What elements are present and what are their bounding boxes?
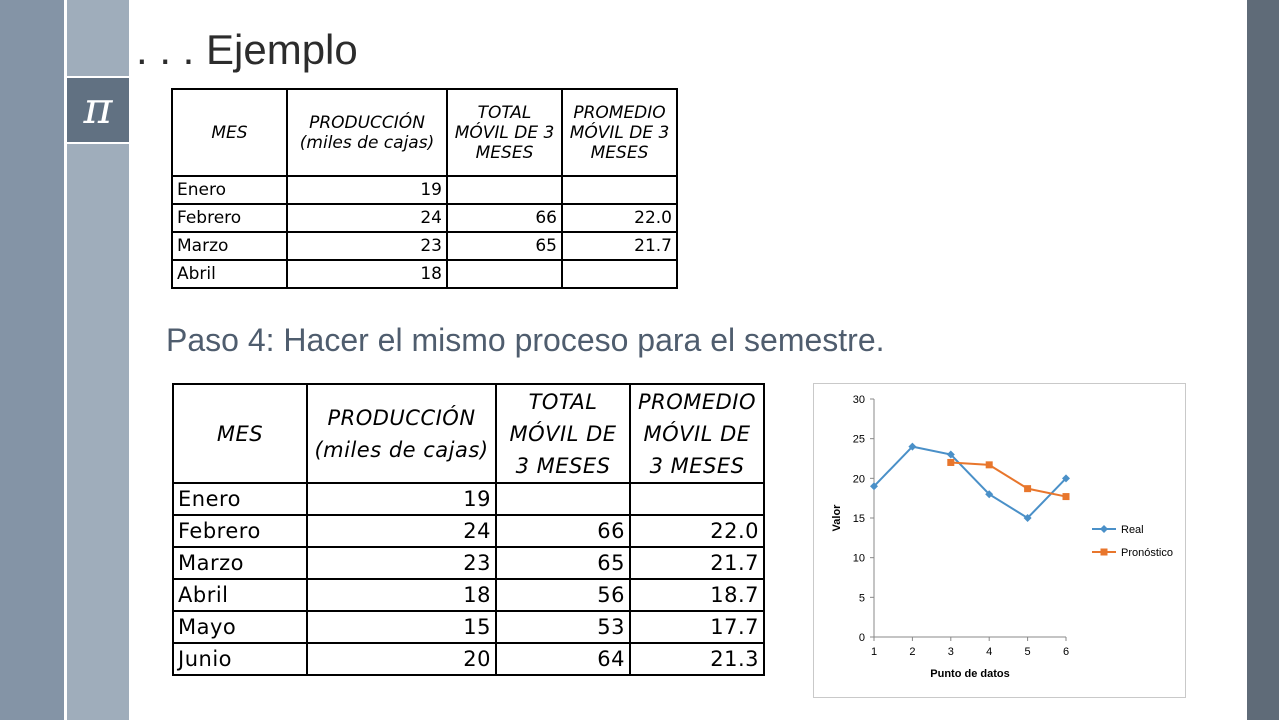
cell-produccion: 20 — [307, 643, 496, 675]
cell-produccion: 23 — [307, 547, 496, 579]
cell-total: 66 — [496, 515, 630, 547]
cell-produccion: 19 — [287, 176, 447, 204]
data-point — [1063, 493, 1070, 500]
header-mes: MES — [173, 384, 307, 483]
cell-produccion: 19 — [307, 483, 496, 515]
y-tick-label: 20 — [852, 473, 865, 486]
cell-total: 56 — [496, 579, 630, 611]
slide-title: . . . Ejemplo — [136, 26, 358, 73]
table-row — [172, 260, 677, 288]
data-point — [947, 459, 954, 466]
y-axis-title: Valor — [831, 504, 843, 532]
cell-produccion: 24 — [307, 515, 496, 547]
cell-promedio: 21.7 — [630, 547, 764, 579]
cell-promedio: 21.7 — [562, 232, 677, 260]
legend-label: Pronóstico — [1121, 547, 1173, 559]
header-promedio-movil: PROMEDIO MÓVIL DE 3 MESES — [630, 384, 764, 483]
header-produccion: PRODUCCIÓN (miles de cajas) — [307, 384, 496, 483]
cell-produccion: 23 — [287, 232, 447, 260]
y-tick-label: 25 — [852, 433, 865, 446]
cell-mes: Marzo — [172, 232, 287, 260]
y-tick-label: 0 — [858, 632, 865, 644]
y-tick-label: 5 — [858, 592, 865, 605]
legend-marker — [1101, 549, 1108, 556]
cell-mes: Junio — [173, 643, 307, 675]
cell-mes: Abril — [173, 579, 307, 611]
cell-total — [447, 260, 562, 288]
cell-promedio: 18.7 — [630, 579, 764, 611]
table-header-row — [172, 89, 677, 176]
x-tick-label: 5 — [1024, 646, 1031, 658]
cell-total: 53 — [496, 611, 630, 643]
cell-promedio — [630, 483, 764, 515]
header-total-movil: TOTAL MÓVIL DE 3 MESES — [496, 384, 630, 483]
table-header-row — [173, 384, 764, 483]
x-tick-label: 3 — [947, 646, 954, 658]
table-row — [173, 643, 764, 675]
legend-marker — [1100, 525, 1108, 533]
x-axis-title: Punto de datos — [930, 668, 1010, 680]
cell-produccion: 18 — [307, 579, 496, 611]
data-point — [986, 461, 993, 468]
y-tick-label: 30 — [852, 394, 865, 406]
cell-promedio: 17.7 — [630, 611, 764, 643]
cell-promedio: 22.0 — [562, 204, 677, 232]
cell-total: 65 — [447, 232, 562, 260]
cell-promedio — [562, 176, 677, 204]
moving-average-table-small — [171, 88, 678, 289]
right-decor-band — [1247, 0, 1279, 720]
pi-icon: π — [67, 76, 129, 144]
cell-mes: Mayo — [173, 611, 307, 643]
table-row — [173, 547, 764, 579]
cell-mes: Marzo — [173, 547, 307, 579]
cell-mes: Abril — [172, 260, 287, 288]
cell-promedio: 22.0 — [630, 515, 764, 547]
cell-produccion: 24 — [287, 204, 447, 232]
y-tick-label: 15 — [852, 513, 865, 525]
header-produccion: PRODUCCIÓN (miles de cajas) — [287, 89, 447, 176]
cell-mes: Febrero — [172, 204, 287, 232]
legend-label: Real — [1121, 524, 1144, 536]
x-tick-label: 1 — [870, 646, 878, 658]
cell-total — [496, 483, 630, 515]
x-tick-label: 2 — [909, 646, 916, 658]
series-line-pronostico — [951, 462, 1066, 496]
cell-mes: Enero — [172, 176, 287, 204]
step-subtitle: Paso 4: Hacer el mismo proceso para el semestre. — [166, 322, 885, 358]
cell-produccion: 18 — [287, 260, 447, 288]
cell-total: 64 — [496, 643, 630, 675]
x-tick-label: 4 — [986, 646, 993, 658]
line-chart — [813, 383, 1186, 698]
left-decor-band — [0, 0, 64, 720]
table-row — [172, 176, 677, 204]
chart-canvas — [814, 384, 1185, 697]
x-tick-label: 6 — [1062, 646, 1070, 658]
cell-total — [447, 176, 562, 204]
table-row — [172, 204, 677, 232]
series-line-real — [874, 447, 1066, 518]
cell-promedio: 21.3 — [630, 643, 764, 675]
table-row — [173, 579, 764, 611]
cell-mes: Febrero — [173, 515, 307, 547]
y-tick-label: 10 — [852, 552, 865, 565]
header-promedio-movil: PROMEDIO MÓVIL DE 3 MESES — [562, 89, 677, 176]
cell-promedio — [562, 260, 677, 288]
header-mes: MES — [172, 89, 287, 176]
header-total-movil: TOTAL MÓVIL DE 3 MESES — [447, 89, 562, 176]
moving-average-table-semester — [172, 383, 765, 676]
table-row — [173, 515, 764, 547]
cell-total: 66 — [447, 204, 562, 232]
cell-produccion: 15 — [307, 611, 496, 643]
table-row — [172, 232, 677, 260]
cell-mes: Enero — [173, 483, 307, 515]
cell-total: 65 — [496, 547, 630, 579]
table-row — [173, 611, 764, 643]
data-point — [1024, 485, 1031, 492]
table-row — [173, 483, 764, 515]
